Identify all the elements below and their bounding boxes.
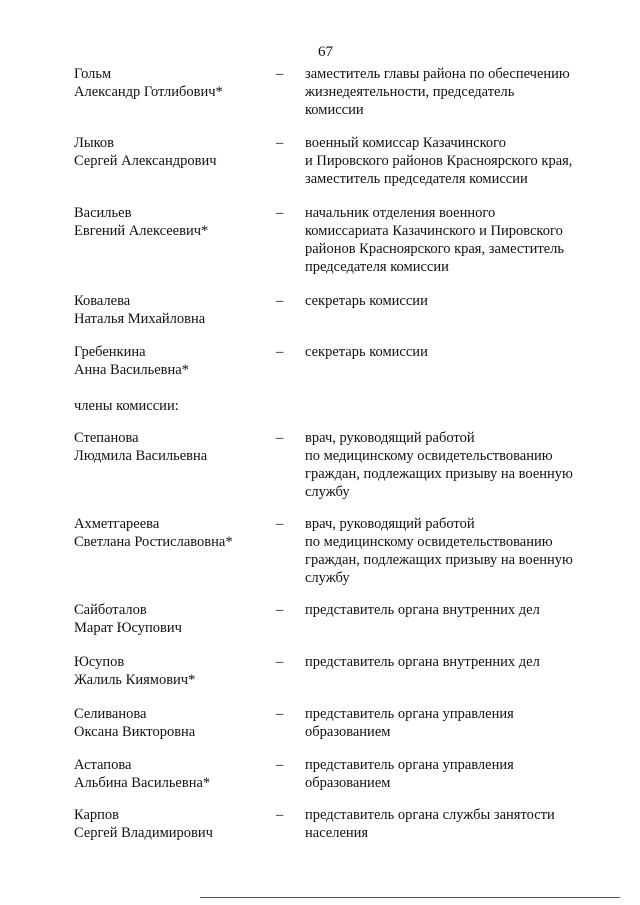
role-line: жизнедеятельности, председатель [305,84,515,100]
member-given-names: Людмила Васильевна [74,448,208,464]
member-role [305,601,605,619]
member-surname: Гребенкина [74,344,146,360]
member-role [305,134,605,188]
role-line: врач, руководящий работой [305,430,475,446]
dash-separator: – [276,602,284,618]
member-surname: Карпов [74,807,120,823]
members-section-heading: члены комиссии: [74,398,179,414]
role-line: начальник отделения военного [305,205,496,221]
member-role [305,653,605,671]
member-role [305,343,605,361]
dash-separator: – [276,757,284,773]
role-line: председателя комиссии [305,259,449,275]
member-role [305,756,605,792]
member-name [74,429,264,465]
member-role [305,705,605,741]
member-given-names: Александр Готлибович* [74,84,223,100]
member-name [74,515,264,551]
dash-separator: – [276,654,284,670]
member-role [305,65,605,119]
member-role [305,292,605,310]
role-line: секретарь комиссии [305,293,428,309]
member-given-names: Сергей Александрович [74,153,217,169]
dash-separator: – [276,293,284,309]
role-line: представитель органа управления [305,757,514,773]
member-given-names: Евгений Алексеевич* [74,223,209,239]
member-name [74,204,264,240]
member-name [74,65,264,101]
role-line: секретарь комиссии [305,344,428,360]
role-line: представитель органа управления [305,706,514,722]
member-name [74,601,264,637]
role-line: представитель органа внутренних дел [305,654,540,670]
role-line: службу [305,484,350,500]
member-surname: Степанова [74,430,139,446]
member-role [305,806,605,842]
member-name [74,756,264,792]
role-line: комиссии [305,102,364,118]
member-surname: Селиванова [74,706,147,722]
member-surname: Юсупов [74,654,125,670]
member-given-names: Марат Юсупович [74,620,182,636]
member-given-names: Наталья Михайловна [74,311,206,327]
dash-separator: – [276,430,284,446]
member-name [74,653,264,689]
dash-separator: – [276,516,284,532]
role-line: и Пировского районов Красноярского края, [305,153,573,169]
member-surname: Астапова [74,757,132,773]
dash-separator: – [276,135,284,151]
member-surname: Сайботалов [74,602,147,618]
page-number: 67 [318,44,333,60]
member-name [74,292,264,328]
role-line: заместитель главы района по обеспечению [305,66,570,82]
member-surname: Васильев [74,205,132,221]
role-line: военный комиссар Казачинского [305,135,506,151]
member-name [74,343,264,379]
role-line: врач, руководящий работой [305,516,475,532]
member-name [74,705,264,741]
member-surname: Лыков [74,135,114,151]
member-role [305,429,605,501]
dash-separator: – [276,706,284,722]
role-line: граждан, подлежащих призыву на военную [305,552,573,568]
role-line: представитель органа службы занятости [305,807,555,823]
role-line: заместитель председателя комиссии [305,171,528,187]
role-line: граждан, подлежащих призыву на военную [305,466,573,482]
member-surname: Ахметгареева [74,516,160,532]
member-given-names: Сергей Владимирович [74,825,213,841]
role-line: службу [305,570,350,586]
dash-separator: – [276,205,284,221]
member-name [74,806,264,842]
role-line: районов Красноярского края, заместитель [305,241,565,257]
member-surname: Ковалева [74,293,131,309]
dash-separator: – [276,344,284,360]
member-role [305,204,605,276]
role-line: представитель органа внутренних дел [305,602,540,618]
dash-separator: – [276,66,284,82]
member-role [305,515,605,587]
member-given-names: Светлана Ростиславовна* [74,534,233,550]
member-given-names: Оксана Викторовна [74,724,196,740]
role-line: по медицинскому освидетельствованию [305,448,553,464]
member-given-names: Жалиль Киямович* [74,672,196,688]
role-line: образованием [305,724,391,740]
member-given-names: Анна Васильевна* [74,362,189,378]
role-line: населения [305,825,369,841]
dash-separator: – [276,807,284,823]
role-line: образованием [305,775,391,791]
role-line: по медицинскому освидетельствованию [305,534,553,550]
member-surname: Гольм [74,66,112,82]
role-line: комиссариата Казачинского и Пировского [305,223,563,239]
member-name [74,134,264,170]
bottom-divider [200,897,620,898]
member-given-names: Альбина Васильевна* [74,775,211,791]
